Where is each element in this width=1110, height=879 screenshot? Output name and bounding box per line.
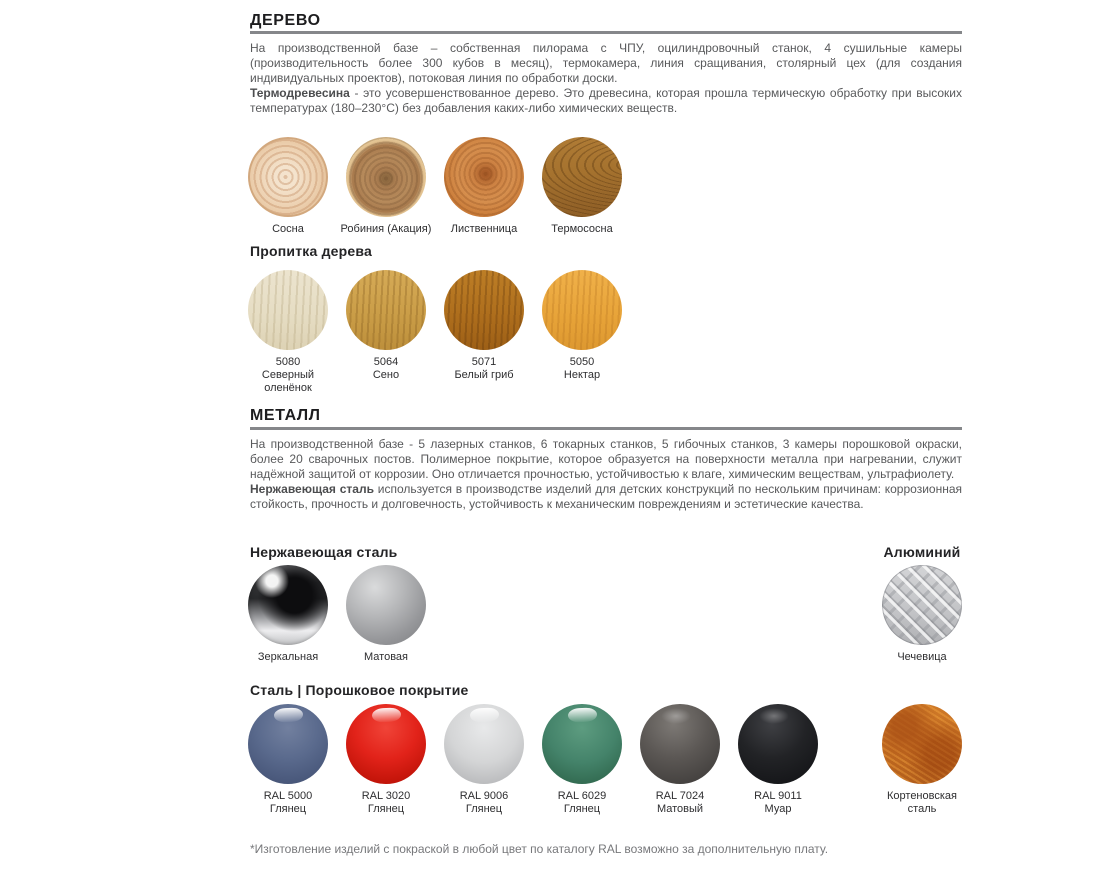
mirror-steel-circle xyxy=(248,565,328,645)
stainless-row xyxy=(239,565,435,664)
swatch-code: RAL 7024 xyxy=(655,790,705,802)
wood-intro-paragraph: На производственной базе – собственная пилорама с ЧПУ, оцилиндровочный станок, 4 сушильные камеры (производительность более 300 кубов в месяц), термокамера, линия сращивания, столярный цех (для создания индивидуальных проектов), потоковая линия по обработки доски. xyxy=(250,41,962,85)
thermowood-lead: Термодревесина xyxy=(250,86,350,100)
swatch-code: RAL 6029 xyxy=(557,790,607,802)
swatch-code: RAL 3020 xyxy=(361,790,411,802)
swatch-code: RAL 9011 xyxy=(754,790,802,802)
ral7024-circle xyxy=(640,704,720,784)
stainless-swatch-matte xyxy=(337,565,435,664)
swatch-code: 5071 xyxy=(471,356,497,368)
swatch-code: 5064 xyxy=(373,356,399,368)
wood-swatch-thermopine xyxy=(533,137,631,236)
swatch-finish: Глянец xyxy=(465,803,503,815)
powder-swatch-ral9006 xyxy=(435,704,533,816)
swatch-finish: Матовый xyxy=(656,803,704,815)
impregnation-5080-circle xyxy=(248,270,328,350)
swatch-code: 5050 xyxy=(569,356,595,368)
content-column xyxy=(250,0,962,879)
swatch-code: RAL 5000 xyxy=(263,790,313,802)
pine-swatch-circle xyxy=(248,137,328,217)
thermopine-swatch-circle xyxy=(542,137,622,217)
larch-swatch-circle xyxy=(444,137,524,217)
wood-section-title: ДЕРЕВО xyxy=(250,12,321,29)
checker-plate-circle xyxy=(882,565,962,645)
aluminum-swatch-checker xyxy=(873,565,971,664)
swatch-name: Сено xyxy=(372,369,400,381)
ral3020-circle xyxy=(346,704,426,784)
ral6029-circle xyxy=(542,704,622,784)
swatch-label: Матовая xyxy=(364,651,408,663)
powder-swatch-ral9011 xyxy=(729,704,827,816)
powder-swatch-ral6029 xyxy=(533,704,631,816)
impregnation-swatch-5080 xyxy=(239,270,337,395)
powder-swatch-ral5000 xyxy=(239,704,337,816)
impregnation-title: Пропитка дерева xyxy=(250,243,372,259)
swatch-finish: Глянец xyxy=(269,803,307,815)
swatch-finish: Муар xyxy=(764,803,792,815)
corten-swatch xyxy=(873,704,971,816)
corten-steel-circle xyxy=(882,704,962,784)
ral-footnote: *Изготовление изделий с покраской в любой цвет по каталогу RAL возможно за дополнительную плату. xyxy=(250,842,829,856)
swatch-label: Лиственница xyxy=(450,223,518,235)
stainless-swatch-mirror xyxy=(239,565,337,664)
matte-steel-circle xyxy=(346,565,426,645)
swatch-label: Сосна xyxy=(272,223,304,235)
ral9011-circle xyxy=(738,704,818,784)
wood-swatch-pine xyxy=(239,137,337,236)
powder-row xyxy=(239,704,827,816)
swatch-name: Белый гриб xyxy=(454,369,514,381)
impregnation-5064-circle xyxy=(346,270,426,350)
wood-species-row xyxy=(239,137,631,236)
powder-swatch-ral3020 xyxy=(337,704,435,816)
impregnation-5050-circle xyxy=(542,270,622,350)
stainless-paragraph xyxy=(250,482,962,512)
impregnation-row xyxy=(239,270,631,395)
robinia-swatch-circle xyxy=(346,137,426,217)
impregnation-swatch-5071 xyxy=(435,270,533,395)
swatch-code: RAL 9006 xyxy=(459,790,509,802)
powder-title: Сталь | Порошковое покрытие xyxy=(250,682,469,698)
ral9006-circle xyxy=(444,704,524,784)
stainless-rest: используется в производстве изделий для детских конструкций по нескольким причинам: коррозионная стойкость, прочность и долговечность, устойчивость к механическим повреждениям и эстетические качества. xyxy=(250,482,962,511)
swatch-label: Чечевица xyxy=(897,651,947,663)
ral5000-circle xyxy=(248,704,328,784)
metal-intro-paragraph: На производственной базе - 5 лазерных станков, 6 токарных станков, 5 гибочных станков, 3 камеры порошковой окраски, более 20 сварочных постов. Полимерное покрытие, которое образуется на поверхности металла при нагревании, служит надёжной защитой от коррозии. Оно отличается прочностью, устойчивостью к влаге, химическим веществам, ультрафиолету. xyxy=(250,437,962,481)
swatch-finish: Глянец xyxy=(367,803,405,815)
impregnation-5071-circle xyxy=(444,270,524,350)
swatch-name: Северный оленёнок xyxy=(261,369,315,394)
swatch-label: Термососна xyxy=(551,223,613,235)
stainless-title: Нержавеющая сталь xyxy=(250,544,398,560)
impregnation-swatch-5064 xyxy=(337,270,435,395)
wood-section-rule xyxy=(250,31,962,34)
swatch-label: Зеркальная xyxy=(257,651,319,663)
impregnation-swatch-5050 xyxy=(533,270,631,395)
stainless-lead: Нержавеющая сталь xyxy=(250,482,374,496)
metal-section-rule xyxy=(250,427,962,430)
thermowood-rest: - это усовершенствованное дерево. Это древесина, которая прошла термическую обработку при высоких температурах (180–230°С) без добавления каких-либо химических веществ. xyxy=(250,86,962,115)
powder-swatch-ral7024 xyxy=(631,704,729,816)
wood-swatch-robinia xyxy=(337,137,435,236)
swatch-label: Робиния (Акация) xyxy=(340,223,432,235)
wood-intro-block xyxy=(250,41,962,116)
swatch-name: Нектар xyxy=(563,369,601,381)
aluminum-title: Алюминий xyxy=(883,544,961,560)
swatch-finish: Глянец xyxy=(563,803,601,815)
swatch-code: 5080 xyxy=(275,356,301,368)
wood-swatch-larch xyxy=(435,137,533,236)
thermowood-paragraph xyxy=(250,86,962,116)
swatch-name: Кортеновская сталь xyxy=(887,790,957,815)
metal-intro-block xyxy=(250,437,962,512)
metal-section-title: МЕТАЛЛ xyxy=(250,407,321,424)
